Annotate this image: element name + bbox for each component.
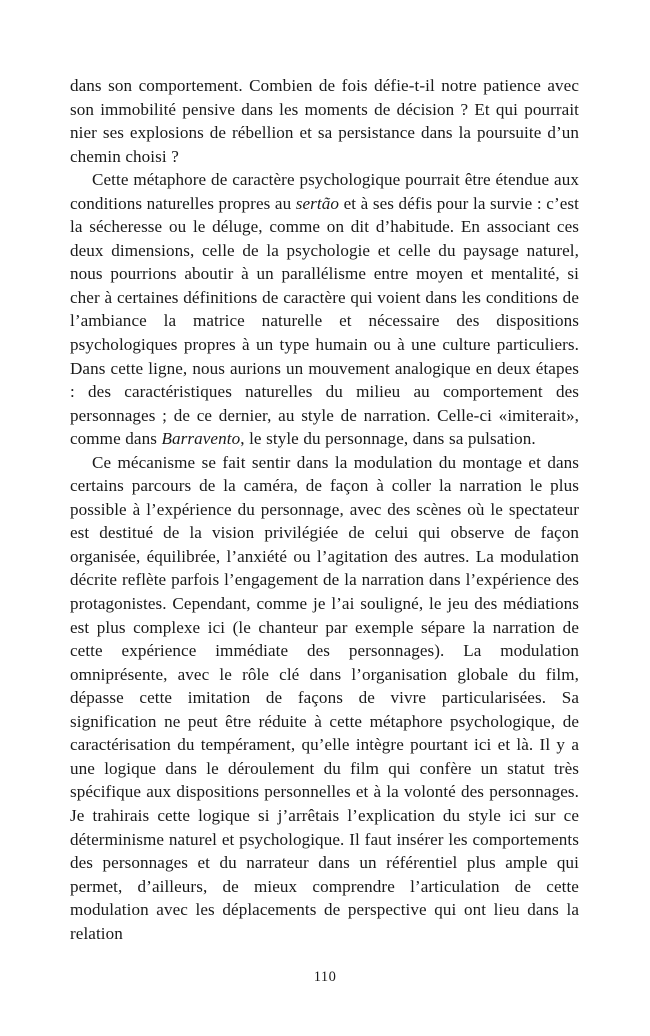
paragraph: Ce mécanisme se fait sentir dans la modulation du montage et dans certains parcours de la caméra, de façon à coller la narration le plus possible à l’expérience du personnage, avec des scènes où le spectateur est destitué de la vision privilégiée de celui qui observe de façon organisée, équilibrée, l’anxiété ou l’agitation des autres. La modulation décrite reflète parfois l’engagement de la narration dans l’expérience des protagonistes. Cependant, comme je l’ai souligné, le jeu des médiations est plus complexe ici (le chanteur par exemple sépare la narration de cette expérience immédiate des personnages). La modulation omniprésente, avec le rôle clé dans l’organisation globale du film, dépasse cette imitation de façons de vivre particularisées. Sa signification ne peut être réduite à cette métaphore psychologique, de caractérisation du tempérament, qu’elle intègre pourtant ici et là. Il y a une logique dans le déroulement du film qui confère un statut très spécifique aux dispositions personnelles et à la volonté des personnages. Je trahirais cette logique si j’arrêtais l’explication du style ici sur ce déterminisme naturel et psychologique. Il faut insérer les comportements des personnages et du narrateur dans un référentiel plus ample qui permet, d’ailleurs, de mieux comprendre l’articulation de cette modulation avec les déplacements de perspective qui ont lieu dans la relation (70, 452, 579, 943)
italic-title: Barravento (161, 429, 241, 449)
italic-title: sertão (295, 193, 340, 213)
page-number: 110 (313, 969, 337, 985)
paragraph: Cette métaphore de caractère psychologique pourrait être étendue aux conditions naturelles propres au sertão et à ses défis pour la survie : c’est la sécheresse ou le déluge, comme on dit d’habitude. En associant ces deux dimensions, celle de la psychologie et celle du paysage naturel, nous pourrions aboutir à un parallélisme entre moyen et mentalité, si cher à certaines définitions de caractère qui voient dans les conditions de l’ambiance la matrice naturelle et nécessaire des dispositions psychologiques propres à un type humain ou à une culture particuliers. Dans cette ligne, nous aurions un mouvement analogique en deux étapes : des caractéristiques naturelles du milieu au comportement des personnages ; de ce dernier, au style de narration. Celle-ci «imiterait», comme dans Barravento, le style du personnage, dans sa pulsation. (70, 170, 579, 449)
page-text-body (70, 74, 579, 945)
paragraph: dans son comportement. Combien de fois défie-t-il notre patience avec son immobilité pensive dans les moments de décision ? Et qui pourrait nier ses explosions de rébellion et sa persistance dans la poursuite d’un chemin choisi ? (70, 76, 579, 166)
